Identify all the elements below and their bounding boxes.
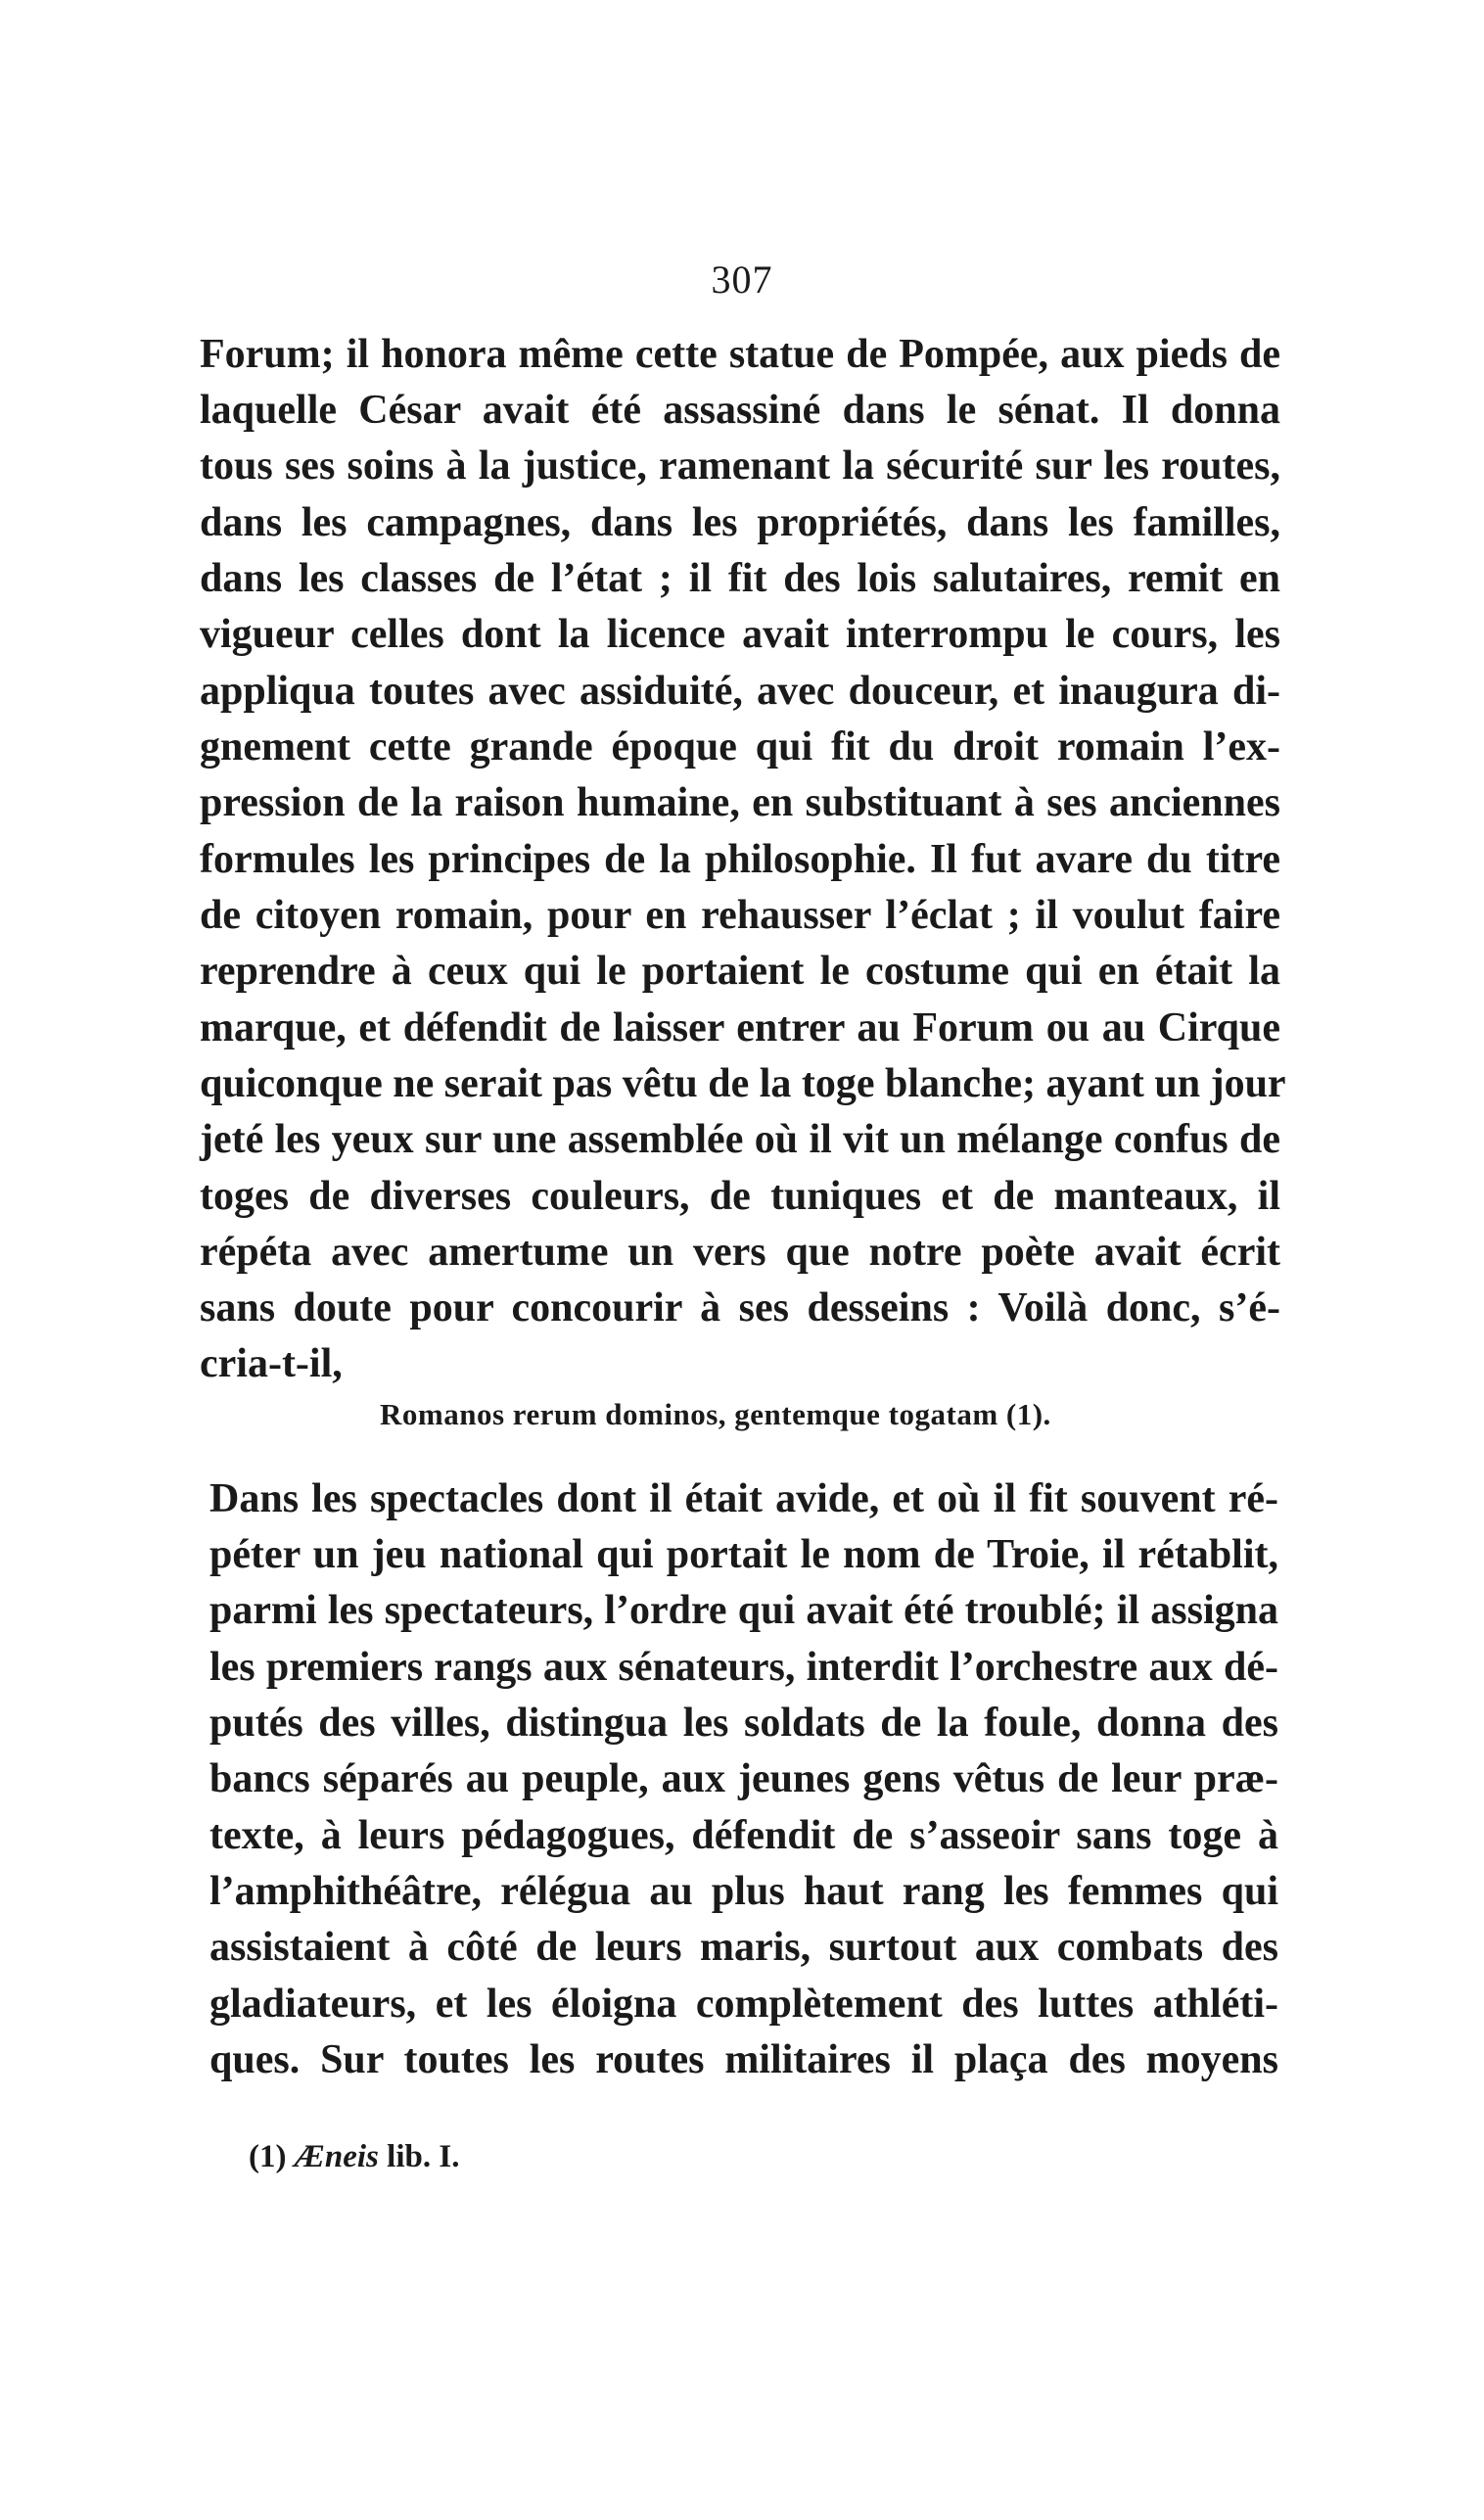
text-line: gnement cette grande époque qui fit du droit romain l’ex- — [200, 724, 1280, 770]
text-line: parmi les spectateurs, l’ordre qui avait été troublé; il assigna — [209, 1588, 1278, 1633]
text-line: vigueur celles dont la licence avait interrompu le cours, les — [200, 612, 1280, 657]
text-line: marque, et défendit de laisser entrer au Forum ou au Cirque — [200, 1005, 1280, 1050]
text-line: toges de diverses couleurs, de tuniques et de manteaux, il — [200, 1174, 1280, 1219]
text-line: texte, à leurs pédagogues, défendit de s’asseoir sans toge à — [209, 1813, 1278, 1858]
footnote — [249, 2137, 459, 2176]
text-line: cria-t-il, — [200, 1341, 343, 1386]
text-line: tous ses soins à la justice, ramenant la sécurité sur les routes, — [200, 443, 1280, 489]
footnote-work-title: Æneis — [294, 2139, 379, 2174]
text-line: sans doute pour concourir à ses desseins : Voilà donc, s’é- — [200, 1285, 1280, 1330]
text-line: dans les classes de l’état ; il fit des lois salutaires, remit en — [200, 556, 1280, 601]
text-line: jeté les yeux sur une assemblée où il vit un mélange confus de — [200, 1117, 1280, 1162]
text-line: ques. Sur toutes les routes militaires il plaça des moyens — [209, 2037, 1278, 2082]
text-line: bancs séparés au peuple, aux jeunes gens vêtus de leur præ- — [209, 1756, 1278, 1801]
footnote-reference: lib. I. — [387, 2139, 460, 2174]
footnote-marker: (1) — [249, 2139, 287, 2174]
text-line: l’amphithéâtre, rélégua au plus haut rang les femmes qui — [209, 1869, 1278, 1914]
latin-quotation: Romanos rerum dominos, gentemque togatam (1). — [380, 1397, 1051, 1431]
text-line: reprendre à ceux qui le portaient le costume qui en était la — [200, 949, 1280, 994]
text-line: quiconque ne serait pas vêtu de la toge blanche; ayant un jour — [200, 1061, 1286, 1106]
text-line: putés des villes, distingua les soldats de la foule, donna des — [209, 1701, 1278, 1746]
text-line: gladiateurs, et les éloigna complètement des luttes athléti- — [209, 1982, 1278, 2027]
text-line: formules les principes de la philosophie. Il fut avare du titre — [200, 837, 1280, 882]
page-number: 307 — [711, 257, 773, 302]
text-line: pression de la raison humaine, en substituant à ses anciennes — [200, 780, 1280, 825]
text-line: laquelle César avait été assassiné dans le sénat. Il donna — [200, 388, 1280, 433]
text-line: répéta avec amertume un vers que notre poète avait écrit — [200, 1230, 1280, 1275]
text-line: de citoyen romain, pour en rehausser l’éclat ; il voulut faire — [200, 893, 1280, 938]
text-line: les premiers rangs aux sénateurs, interdit l’orchestre aux dé- — [209, 1645, 1278, 1690]
text-line: Forum; il honora même cette statue de Pompée, aux pieds de — [200, 332, 1280, 377]
text-line: Dans les spectacles dont il était avide, et où il fit souvent ré- — [209, 1476, 1278, 1521]
text-line: péter un jeu national qui portait le nom de Troie, il rétablit, — [209, 1532, 1278, 1577]
text-line: appliqua toutes avec assiduité, avec douceur, et inaugura di- — [200, 669, 1280, 714]
text-line: assistaient à côté de leurs maris, surtout aux combats des — [209, 1925, 1278, 1970]
text-line: dans les campagnes, dans les propriétés, dans les familles, — [200, 500, 1280, 545]
